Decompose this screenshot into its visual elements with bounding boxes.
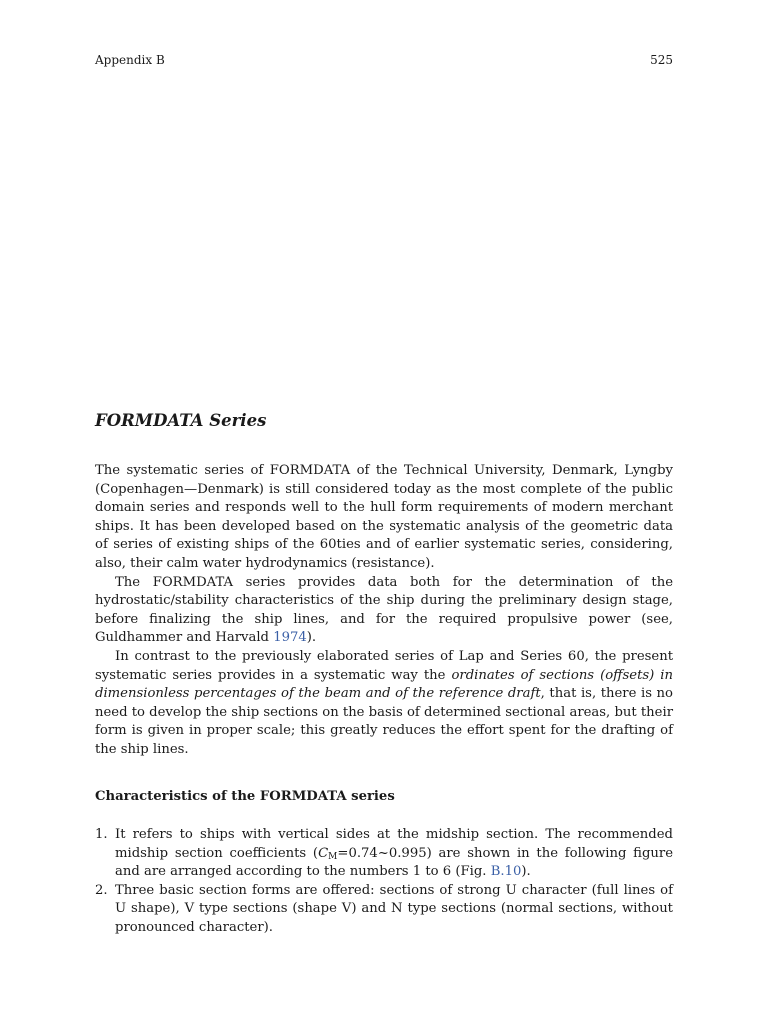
list-item-number: 1. — [95, 827, 108, 843]
list-item — [95, 826, 673, 882]
list-item-number: 2. — [95, 882, 108, 898]
paragraph-1: The systematic series of FORMDATA of the Technical University, Denmark, Lyngby (Copenhagen—Denmark) is still considered today as the most complete of the public domain series and responds well to the hull form requirements of modern merchant ships. It has been developed based on the systematic analysis of the geometric data of series of existing ships of the 60ties and of earlier systematic series, considering, also, their calm water hydrodynamics (resistance). — [95, 463, 673, 571]
coefficient-subscript: M — [328, 851, 338, 862]
page-number: 525 — [650, 53, 673, 67]
paragraph-2-text: The FORMDATA series provides data both for the determination of the hydrostatic/stability characteristics of the ship during the preliminary design stage, before finalizing the ship lines, and for the required propulsive power (see, Guldhammer and Harvald — [95, 574, 673, 646]
running-head — [95, 53, 673, 67]
paragraph-2-end: ). — [306, 630, 317, 646]
subsection-title: Characteristics of the FORMDATA series — [95, 788, 395, 804]
paragraph-3 — [95, 648, 673, 760]
list-item — [95, 882, 673, 938]
paragraph-2 — [95, 574, 673, 648]
running-head-title: Appendix B — [95, 53, 165, 67]
main-content — [95, 410, 673, 938]
paragraph-3-emphasis: ordinates of sections (offsets) in dimensionless percentages of the beam and of the reference draft — [95, 667, 673, 702]
list-item-text: It refers to ships with vertical sides at the midship section. The recommended midship section coefficients ( — [115, 827, 673, 861]
section-title: FORMDATA Series — [95, 411, 267, 430]
list-item-text-middle: =0.74~0.995) are shown in the following figure and are arranged according to the numbers 1 to 6 (Fig. — [115, 845, 673, 880]
figure-link-b10[interactable]: B.10 — [490, 864, 522, 880]
paragraph-3-end: , that is, there is no need to develop the ship sections on the basis of determined sectional areas, but their form is given in proper scale; this greatly reduces the effort spent for the drafting of the ship lines. — [95, 686, 673, 757]
characteristics-list — [95, 826, 673, 938]
list-item-text-end: ). — [521, 864, 531, 880]
paragraph-3-text: In contrast to the previously elaborated series of Lap and Series 60, the present systematic series provides in a systematic way the — [95, 648, 673, 683]
coefficient-symbol: C — [318, 845, 329, 861]
list-item-text: Three basic section forms are offered: sections of strong U character (full lines of U shape), V type sections (shape V) and N type sections (normal sections, without pronounced character). — [115, 882, 673, 936]
citation-link-1974[interactable]: 1974 — [273, 630, 307, 646]
